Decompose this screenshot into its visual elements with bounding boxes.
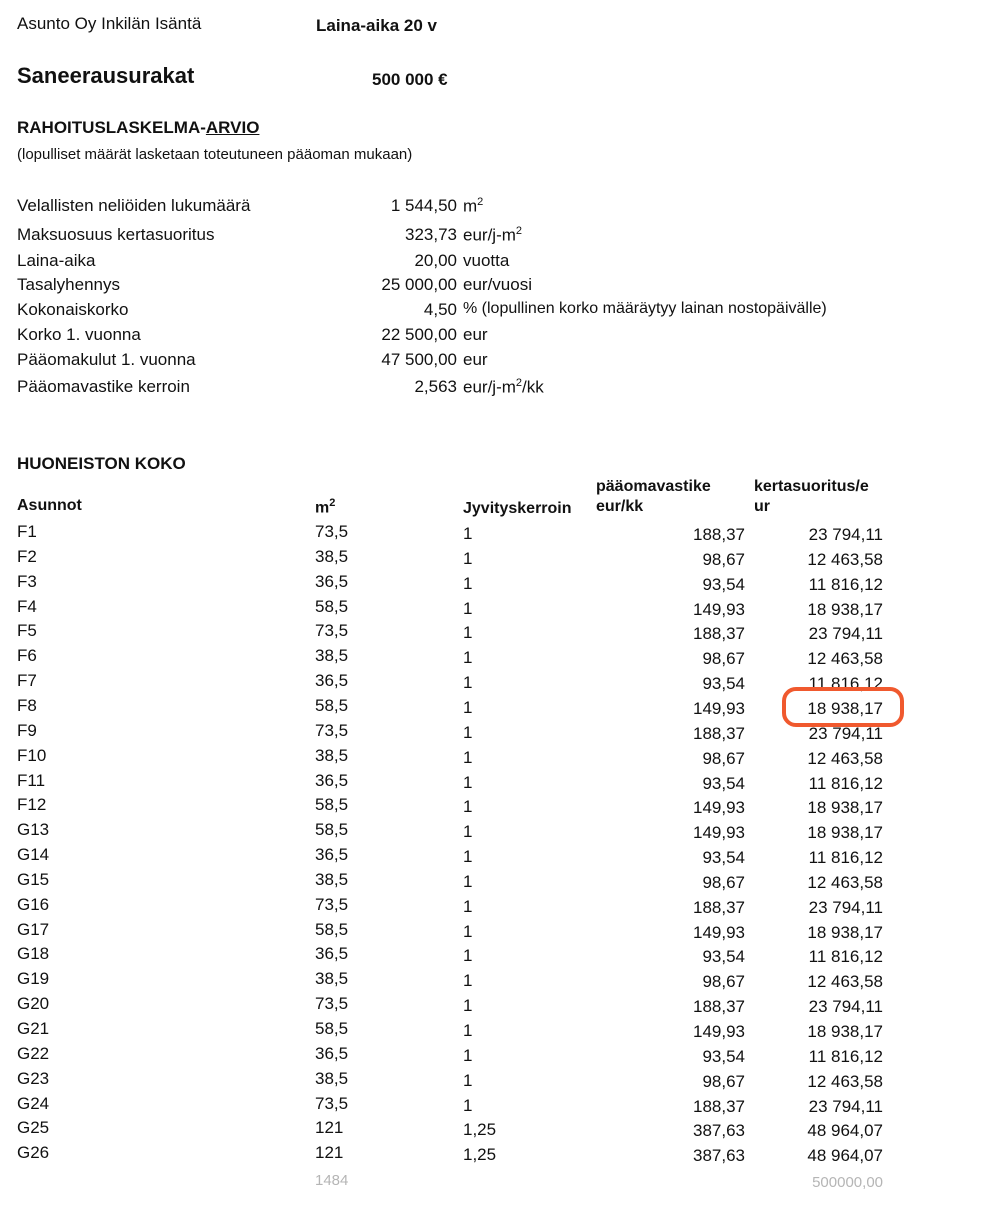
cell-kertasuoritus: 48 964,07 [807,1146,883,1165]
cell-kertasuoritus: 18 938,17 [807,600,883,619]
header-factor: Jyvityskerroin [463,500,572,517]
cell-apartment: G13 [17,820,50,839]
table-row [0,994,987,1019]
param-unit-text: eur/j-m [463,377,516,397]
cell-factor: 1 [463,922,473,941]
header-apartments: Asunnot [17,497,82,514]
table-row [0,1044,987,1069]
param-value: 22 500,00 [381,325,457,344]
cell-kertasuoritus: 11 816,12 [808,674,883,693]
table-row [0,895,987,920]
table-row [0,572,987,597]
param-unit [463,325,488,345]
cell-paaomavastike: 149,93 [693,798,745,817]
cell-factor: 1 [463,1071,473,1090]
apartment-size-title: HUONEISTON KOKO [17,454,186,473]
header-ks-line1: kertasuoritus/e [754,478,869,495]
cell-paaomavastike: 98,67 [702,1072,745,1091]
cell-apartment: F9 [17,721,37,740]
cell-paaomavastike: 93,54 [702,848,745,867]
param-unit-sup: 2 [515,225,523,237]
cell-apartment: G14 [17,845,50,864]
cell-m2: 73,5 [315,522,349,541]
cell-kertasuoritus: 23 794,11 [808,624,883,643]
header-pm-line1: pääomavastike [596,478,711,495]
cell-factor: 1 [463,524,473,543]
cell-paaomavastike: 387,63 [693,1121,745,1140]
cell-m2: 73,5 [315,1094,349,1113]
param-unit-tail: /kk [522,377,544,397]
cell-kertasuoritus: 11 816,12 [808,575,883,594]
param-unit-text: vuotta [463,251,510,270]
cell-factor: 1 [463,996,473,1015]
cell-kertasuoritus: 18 938,17 [807,1022,883,1041]
cell-apartment: F5 [17,621,37,640]
cell-kertasuoritus: 18 938,17 [807,699,883,718]
param-unit-text: eur [463,350,488,369]
cell-paaomavastike: 188,37 [693,1097,745,1116]
cell-kertasuoritus: 12 463,58 [807,550,883,569]
param-unit [463,196,483,217]
cell-m2: 58,5 [315,795,349,814]
cell-kertasuoritus: 23 794,11 [808,525,883,544]
param-value: 323,73 [405,225,457,244]
cell-factor: 1 [463,847,473,866]
cell-apartment: F3 [17,572,37,591]
cell-kertasuoritus: 12 463,58 [807,1072,883,1091]
cell-apartment: F11 [17,771,46,790]
cell-paaomavastike: 98,67 [702,550,745,569]
param-unit-text: % (lopullinen korko määräytyy lainan nostopäivälle) [463,300,827,317]
param-label: Korko 1. vuonna [17,325,141,344]
cell-paaomavastike: 98,67 [702,649,745,668]
cell-paaomavastike: 98,67 [702,749,745,768]
table-row [0,771,987,796]
cell-apartment: F2 [17,547,37,566]
param-value: 47 500,00 [381,350,457,369]
header-m2-sup: 2 [329,497,336,509]
cell-m2: 73,5 [315,721,349,740]
param-label: Tasalyhennys [17,275,121,294]
table-row [0,1069,987,1094]
cell-factor: 1 [463,872,473,891]
cell-factor: 1 [463,797,473,816]
table-row [0,597,987,622]
cell-paaomavastike: 149,93 [693,923,745,942]
param-unit-sup: 2 [477,196,484,208]
cell-kertasuoritus: 11 816,12 [808,947,883,966]
cell-kertasuoritus: 11 816,12 [808,1047,883,1066]
cell-m2: 36,5 [315,845,349,864]
cell-m2: 36,5 [315,944,349,963]
param-unit-text: m [463,196,478,216]
cell-kertasuoritus: 12 463,58 [807,873,883,892]
cell-apartment: G24 [17,1094,50,1113]
table-row [0,547,987,572]
loan-term: Laina-aika 20 v [316,16,437,35]
cell-apartment: F1 [17,522,37,541]
cell-apartment: G15 [17,870,50,889]
table-row [0,870,987,895]
cell-m2: 36,5 [315,572,349,591]
table-row [0,795,987,820]
cell-apartment: G16 [17,895,50,914]
param-unit-text: eur/vuosi [463,275,532,294]
table-row [0,944,987,969]
header-m2-text: m [315,499,330,517]
table-row [0,1019,987,1044]
cell-kertasuoritus: 11 816,12 [808,848,883,867]
param-unit [463,300,827,318]
header-m2 [315,497,335,517]
param-unit-text: eur [463,325,488,344]
cell-m2: 36,5 [315,771,349,790]
cell-factor: 1 [463,648,473,667]
total-m2: 1484 [315,1172,349,1189]
highlight-circle [782,687,904,727]
table-row [0,522,987,547]
table-row [0,920,987,945]
cell-apartment: F8 [17,696,37,715]
cell-factor: 1 [463,748,473,767]
cell-m2: 58,5 [315,820,349,839]
cell-apartment: G17 [17,920,50,939]
header-ks-line2: ur [754,498,770,515]
param-unit [463,377,544,398]
cell-m2: 73,5 [315,895,349,914]
table-row [0,646,987,671]
cell-paaomavastike: 93,54 [702,674,745,693]
cell-kertasuoritus: 48 964,07 [807,1121,883,1140]
cell-apartment: F4 [17,597,37,616]
cell-apartment: G25 [17,1118,50,1137]
param-value: 1 544,50 [390,196,457,215]
financing-subtitle: (lopulliset määrät lasketaan toteutuneen pääoman mukaan) [17,146,413,163]
cell-factor: 1 [463,1096,473,1115]
cell-apartment: G22 [17,1044,50,1063]
cell-apartment: F12 [17,795,47,814]
cell-factor: 1 [463,574,473,593]
cell-factor: 1 [463,773,473,792]
cell-factor: 1 [463,723,473,742]
cell-kertasuoritus: 23 794,11 [808,997,883,1016]
cell-paaomavastike: 188,37 [693,525,745,544]
cell-factor: 1 [463,673,473,692]
cell-m2: 58,5 [315,1019,349,1038]
cell-paaomavastike: 93,54 [702,1047,745,1066]
cell-paaomavastike: 387,63 [693,1146,745,1165]
cell-factor: 1 [463,1046,473,1065]
header-pm-line2: eur/kk [596,498,644,515]
company-name: Asunto Oy Inkilän Isäntä [17,14,202,33]
cell-paaomavastike: 188,37 [693,724,745,743]
cell-m2: 38,5 [315,1069,349,1088]
cell-kertasuoritus: 23 794,11 [808,1097,883,1116]
cell-paaomavastike: 93,54 [702,947,745,966]
param-label: Kokonaiskorko [17,300,129,319]
param-value: 2,563 [414,377,457,396]
cell-apartment: F10 [17,746,47,765]
cell-apartment: G20 [17,994,50,1013]
cell-m2: 38,5 [315,646,349,665]
param-value: 20,00 [414,251,457,270]
cell-factor: 1,25 [463,1120,497,1139]
table-row [0,845,987,870]
cell-m2: 36,5 [315,671,349,690]
table-row [0,621,987,646]
total-kertasuoritus: 500000,00 [812,1174,883,1191]
cell-kertasuoritus: 18 938,17 [807,823,883,842]
project-amount: 500 000 € [372,70,448,89]
cell-kertasuoritus: 23 794,11 [808,898,883,917]
cell-apartment: G21 [17,1019,50,1038]
table-row [0,746,987,771]
cell-paaomavastike: 149,93 [693,1022,745,1041]
table-row [0,969,987,994]
cell-apartment: G18 [17,944,50,963]
cell-m2: 73,5 [315,994,349,1013]
financing-title-text: RAHOITUSLASKELMA- [17,118,206,137]
cell-paaomavastike: 149,93 [693,699,745,718]
param-label: Maksuosuus kertasuoritus [17,225,215,244]
cell-apartment: G23 [17,1069,50,1088]
param-label: Velallisten neliöiden lukumäärä [17,196,251,215]
cell-factor: 1,25 [463,1145,497,1164]
cell-paaomavastike: 188,37 [693,624,745,643]
cell-m2: 38,5 [315,547,349,566]
cell-kertasuoritus: 18 938,17 [807,798,883,817]
cell-kertasuoritus: 12 463,58 [807,972,883,991]
cell-factor: 1 [463,698,473,717]
cell-factor: 1 [463,549,473,568]
financing-title [17,118,259,138]
project-title: Saneerausurakat [17,63,195,88]
cell-apartment: G19 [17,969,50,988]
cell-m2: 58,5 [315,696,349,715]
cell-m2: 38,5 [315,746,349,765]
param-unit [463,225,522,246]
param-unit-sup: 2 [515,377,523,389]
table-row [0,1143,987,1168]
param-value: 4,50 [423,300,457,319]
financing-title-underlined: ARVIO [205,118,260,137]
param-unit-text: eur/j-m [463,225,516,245]
param-label: Laina-aika [17,251,96,270]
cell-apartment: F6 [17,646,37,665]
cell-paaomavastike: 98,67 [702,873,745,892]
table-row [0,1094,987,1119]
cell-m2: 121 [315,1143,344,1162]
param-label: Pääomavastike kerroin [17,377,190,396]
cell-m2: 38,5 [315,969,349,988]
cell-factor: 1 [463,599,473,618]
param-label: Pääomakulut 1. vuonna [17,350,196,369]
cell-kertasuoritus: 12 463,58 [807,749,883,768]
cell-factor: 1 [463,623,473,642]
param-unit [463,251,509,271]
cell-apartment: G26 [17,1143,50,1162]
cell-kertasuoritus: 23 794,11 [808,724,883,743]
param-unit [463,350,488,370]
cell-kertasuoritus: 12 463,58 [807,649,883,668]
cell-paaomavastike: 149,93 [693,823,745,842]
cell-paaomavastike: 93,54 [702,774,745,793]
param-value: 25 000,00 [381,275,457,294]
param-unit [463,275,532,295]
cell-paaomavastike: 149,93 [693,600,745,619]
table-row [0,1118,987,1143]
cell-paaomavastike: 188,37 [693,898,745,917]
cell-kertasuoritus: 18 938,17 [807,923,883,942]
cell-m2: 58,5 [315,597,349,616]
cell-paaomavastike: 188,37 [693,997,745,1016]
cell-m2: 73,5 [315,621,349,640]
cell-m2: 38,5 [315,870,349,889]
cell-factor: 1 [463,822,473,841]
cell-paaomavastike: 93,54 [702,575,745,594]
cell-m2: 121 [315,1118,344,1137]
cell-factor: 1 [463,897,473,916]
cell-apartment: F7 [17,671,37,690]
cell-kertasuoritus: 11 816,12 [808,774,883,793]
cell-factor: 1 [463,971,473,990]
cell-factor: 1 [463,946,473,965]
table-row [0,820,987,845]
cell-m2: 58,5 [315,920,349,939]
cell-factor: 1 [463,1021,473,1040]
cell-m2: 36,5 [315,1044,349,1063]
cell-paaomavastike: 98,67 [702,972,745,991]
